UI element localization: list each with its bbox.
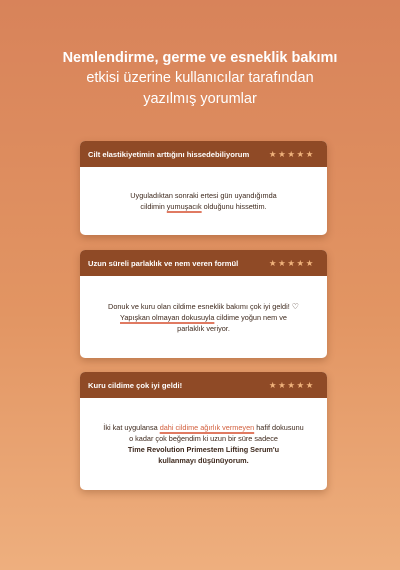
star-rating-icon: ★★★★★ [268, 257, 315, 268]
review-text-segment: olduğunu hissettim. [201, 202, 267, 211]
star-rating-icon: ★★★★★ [268, 148, 315, 159]
highlighted-phrase: yumuşacık [166, 202, 202, 211]
review-line [108, 301, 299, 312]
page-header [0, 48, 400, 110]
review-line: parlaklık veriyor. [177, 323, 230, 333]
review-line [130, 201, 276, 212]
review-card-3 [80, 372, 327, 490]
review-line [108, 312, 299, 323]
review-line: o kadar çok beğendim ki uzun bir süre sadece [129, 434, 278, 443]
review-text-segment: cildime yoğun nem ve [214, 312, 287, 322]
header-line-1: Nemlendirme, germe ve esneklik bakımı [62, 50, 338, 66]
review-title: Kuru cildime çok iyi geldi! [88, 380, 183, 390]
review-title: Cilt elastikiyetimin arttığını hissedebiliyorum [88, 149, 250, 159]
header-line-3: yazılmış yorumlar [143, 91, 257, 107]
review-line: kullanmayı düşünüyorum. [158, 456, 249, 465]
review-card-1 [80, 141, 327, 235]
review-text-segment: hafif dokusunu [254, 423, 304, 432]
review-card-header [80, 372, 327, 398]
review-text [80, 276, 327, 358]
review-text [80, 398, 327, 490]
heart-icon: ♡ [291, 301, 299, 311]
product-name: Time Revolution Primestem Lifting Serum'u [127, 445, 280, 454]
review-card-header [80, 250, 327, 276]
review-text-segment: cildimin [140, 202, 167, 211]
review-text-segment: İki kat uygulansa [103, 423, 160, 432]
highlighted-phrase: Yapışkan olmayan dokusuyla [120, 312, 215, 322]
review-card-2 [80, 250, 327, 358]
star-rating-icon: ★★★★★ [268, 379, 315, 390]
highlighted-phrase: dahi cildime ağırlık vermeyen [159, 423, 255, 432]
review-line [103, 422, 303, 433]
review-text [80, 167, 327, 235]
header-line-2: etkisi üzerine kullanıcılar tarafından [86, 70, 314, 86]
review-card-header [80, 141, 327, 167]
review-title: Uzun süreli parlaklık ve nem veren formül [88, 258, 239, 268]
review-text-segment: Donuk ve kuru olan cildime esneklik bakımı çok iyi geldi! [108, 301, 290, 311]
review-line: Uyguladıktan sonraki ertesi gün uyandığımda [130, 191, 277, 200]
